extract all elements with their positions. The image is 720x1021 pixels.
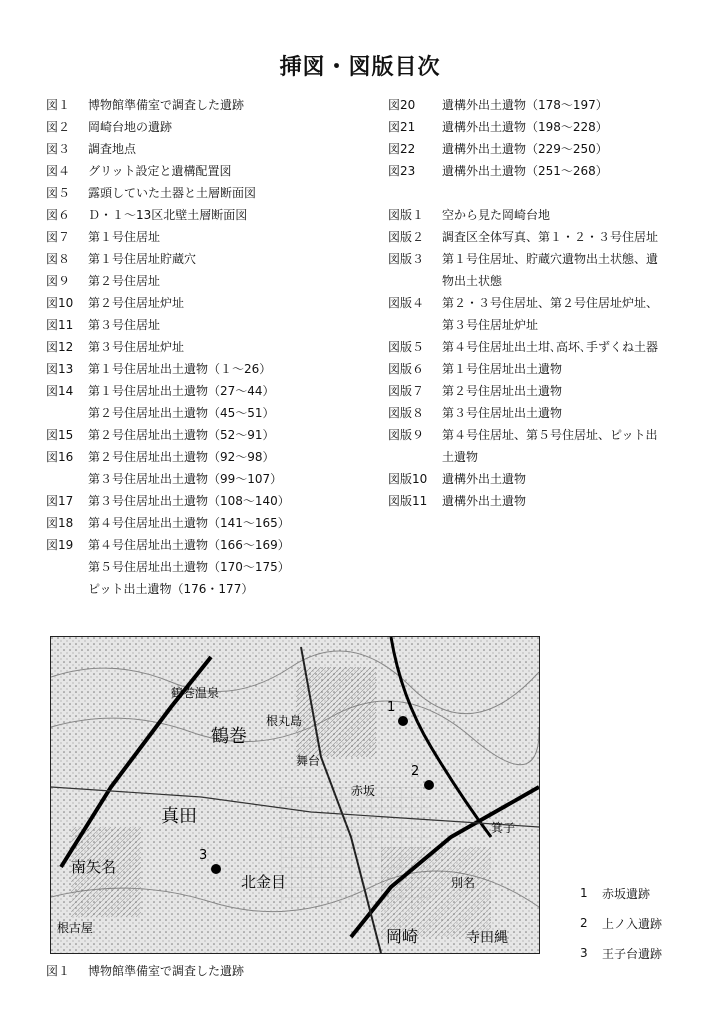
item-text: 第２・３号住居址、第２号住居址炉址、: [442, 296, 659, 310]
list-item: [388, 380, 698, 402]
list-item: [388, 292, 698, 314]
item-text: 第３号住居址出土遺物: [442, 406, 563, 420]
map-marker-3: 3: [199, 848, 208, 863]
item-number: 図11: [46, 318, 74, 332]
list-item: [46, 248, 366, 270]
item-number: [46, 468, 88, 490]
item-text: 第４号住居址、第５号住居址、ピット出: [442, 428, 658, 442]
legend-text: 赤坂遺跡: [602, 886, 651, 901]
item-text: 第３号住居址炉址: [442, 318, 539, 332]
item-text: 岡崎台地の遺跡: [88, 120, 173, 134]
list-item: [388, 314, 698, 336]
list-item: [46, 314, 366, 336]
item-text: 遺構外出土遺物: [442, 494, 527, 508]
item-text: 露頭していた土器と土層断面図: [88, 186, 257, 200]
item-text: ピット出土遺物（176・177）: [88, 582, 254, 596]
legend-item: [580, 908, 662, 938]
caption-text: 博物館準備室で調査した遺跡: [88, 964, 245, 978]
list-item: [46, 94, 366, 116]
item-number: 図９: [46, 274, 71, 288]
list-item: [388, 358, 698, 380]
list-item: [46, 468, 366, 490]
list-item: [46, 402, 366, 424]
item-number: 図22: [388, 142, 416, 156]
item-number: 図20: [388, 98, 416, 112]
list-item: [46, 556, 366, 578]
list-item: [388, 468, 698, 490]
list-item: [46, 182, 366, 204]
map-label: 岡崎: [386, 927, 419, 946]
item-text: 第１号住居址貯蔵穴: [88, 252, 197, 266]
item-number: 図12: [46, 340, 74, 354]
item-text: 第４号住居址出土遺物（141～165）: [88, 516, 290, 530]
item-text: 第１号住居址: [88, 230, 161, 244]
item-number: 図１: [46, 98, 71, 112]
list-item: [46, 490, 366, 512]
item-text: Ｄ・１～13区北壁土層断面図: [88, 208, 248, 222]
item-number: 図13: [46, 362, 74, 376]
legend-item: [580, 938, 662, 968]
item-number: 図７: [46, 230, 71, 244]
item-text: 第４号住居址出土坩､高坏､手ずくね土器: [442, 340, 659, 354]
item-number: 図版１: [388, 208, 425, 222]
map-legend: [580, 878, 662, 968]
legend-item: [580, 878, 662, 908]
item-number: [388, 446, 442, 468]
topographic-map-graphic: [51, 637, 539, 953]
list-item: [46, 424, 366, 446]
item-text: 第１号住居址出土遺物: [442, 362, 563, 376]
item-text: 遺構外出土遺物（251～268）: [442, 164, 608, 178]
item-number: 図16: [46, 450, 74, 464]
list-item: [46, 226, 366, 248]
figure-caption: [46, 962, 244, 979]
item-number: 図21: [388, 120, 416, 134]
list-item: [46, 204, 366, 226]
item-number: 図版３: [388, 252, 425, 266]
item-text: 第２号住居址出土遺物（92～98）: [88, 450, 275, 464]
item-number: 図14: [46, 384, 74, 398]
map-label: 南矢名: [71, 858, 117, 876]
item-number: 図版２: [388, 230, 425, 244]
list-item: [46, 446, 366, 468]
item-number: 図版10: [388, 472, 428, 486]
item-text: 第２号住居址出土遺物（52～91）: [88, 428, 275, 442]
list-item: [388, 402, 698, 424]
list-item: [388, 270, 698, 292]
list-item: [46, 358, 366, 380]
item-number: 図15: [46, 428, 74, 442]
list-item: [388, 160, 698, 182]
list-item: [46, 292, 366, 314]
item-number: [388, 314, 442, 336]
list-spacer: [388, 182, 698, 204]
item-text: 博物館準備室で調査した遺跡: [88, 98, 245, 112]
list-item: [388, 248, 698, 270]
item-text: 第４号住居址出土遺物（166～169）: [88, 538, 290, 552]
map-label: 鶴巻: [211, 726, 247, 747]
item-text: 第１号住居址出土遺物（27～44）: [88, 384, 275, 398]
item-number: 図23: [388, 164, 416, 178]
item-text: 第２号住居址炉址: [88, 296, 185, 310]
item-number: 図３: [46, 142, 71, 156]
item-number: [46, 402, 88, 424]
item-number: 図19: [46, 538, 74, 552]
item-number: [388, 270, 442, 292]
list-item: [388, 138, 698, 160]
list-item: [46, 380, 366, 402]
list-item: [388, 94, 698, 116]
item-number: 図版８: [388, 406, 425, 420]
map-label: 鶴巻温泉: [171, 686, 220, 700]
item-text: 第３号住居址: [88, 318, 161, 332]
list-item: [388, 204, 698, 226]
item-number: 図17: [46, 494, 74, 508]
map-label: 箕子: [491, 821, 516, 835]
item-number: 図６: [46, 208, 71, 222]
list-item: [46, 512, 366, 534]
item-text: グリット設定と遺構配置図: [88, 164, 232, 178]
item-number: 図版９: [388, 428, 425, 442]
item-number: 図10: [46, 296, 74, 310]
item-text: 遺構外出土遺物（198～228）: [442, 120, 608, 134]
item-text: 調査地点: [88, 142, 137, 156]
item-text: 第３号住居址出土遺物（99～107）: [88, 472, 283, 486]
list-item: [46, 160, 366, 182]
list-item: [388, 226, 698, 248]
item-text: 第３号住居址出土遺物（108～140）: [88, 494, 290, 508]
item-number: 図版５: [388, 340, 425, 354]
caption-number: 図１: [46, 964, 71, 978]
item-number: 図18: [46, 516, 74, 530]
list-item: [388, 424, 698, 446]
site-map: [50, 636, 540, 954]
item-text: 空から見た岡崎台地: [442, 208, 551, 222]
item-number: 図版７: [388, 384, 425, 398]
legend-number: 3: [580, 946, 588, 960]
figure-list-right: [388, 94, 698, 512]
list-item: [46, 534, 366, 556]
list-item: [46, 270, 366, 292]
map-label: 別名: [451, 876, 476, 890]
map-label: 真田: [161, 806, 197, 827]
list-item: [388, 116, 698, 138]
list-item: [388, 336, 698, 358]
item-number: 図版４: [388, 296, 425, 310]
item-text: 遺構外出土遺物（178～197）: [442, 98, 608, 112]
item-number: [46, 578, 88, 600]
item-number: [46, 556, 88, 578]
legend-number: 2: [580, 916, 588, 930]
item-number: 図版６: [388, 362, 425, 376]
map-label: 赤坂: [351, 784, 376, 798]
item-text: 遺構外出土遺物（229～250）: [442, 142, 608, 156]
item-text: 第２号住居址出土遺物（45～51）: [88, 406, 275, 420]
list-item: [388, 490, 698, 512]
item-text: 第２号住居址: [88, 274, 161, 288]
item-text: 土遺物: [442, 450, 479, 464]
item-text: 第１号住居址、貯蔵穴遺物出土状態、遺: [442, 252, 659, 266]
item-number: 図２: [46, 120, 71, 134]
item-number: 図４: [46, 164, 71, 178]
item-number: 図８: [46, 252, 71, 266]
map-marker-2: 2: [411, 764, 420, 779]
list-item: [46, 336, 366, 358]
item-text: 第３号住居址炉址: [88, 340, 185, 354]
legend-text: 王子台遺跡: [602, 946, 663, 961]
page-title: 挿図・図版目次: [279, 55, 441, 80]
map-label: 舞台: [296, 754, 321, 768]
map-marker-1: 1: [387, 700, 396, 715]
list-item: [388, 446, 698, 468]
item-text: 第５号住居址出土遺物（170～175）: [88, 560, 290, 574]
item-number: 図版11: [388, 494, 428, 508]
figure-list-left: [46, 94, 366, 600]
item-text: 第２号住居址出土遺物: [442, 384, 563, 398]
map-label: 根丸島: [266, 714, 303, 728]
item-text: 第１号住居址出土遺物（１～26）: [88, 362, 272, 376]
item-text: 物出土状態: [442, 274, 503, 288]
map-label: 北金目: [241, 873, 287, 891]
legend-number: 1: [580, 886, 588, 900]
map-label: 寺田縄: [466, 930, 508, 946]
list-item: [46, 116, 366, 138]
item-text: 調査区全体写真、第１・２・３号住居址: [442, 230, 659, 244]
item-number: 図５: [46, 186, 71, 200]
map-label: 根古屋: [57, 921, 94, 935]
legend-text: 上ノ入遺跡: [602, 916, 663, 931]
item-text: 遺構外出土遺物: [442, 472, 527, 486]
list-item: [46, 578, 366, 600]
list-item: [46, 138, 366, 160]
